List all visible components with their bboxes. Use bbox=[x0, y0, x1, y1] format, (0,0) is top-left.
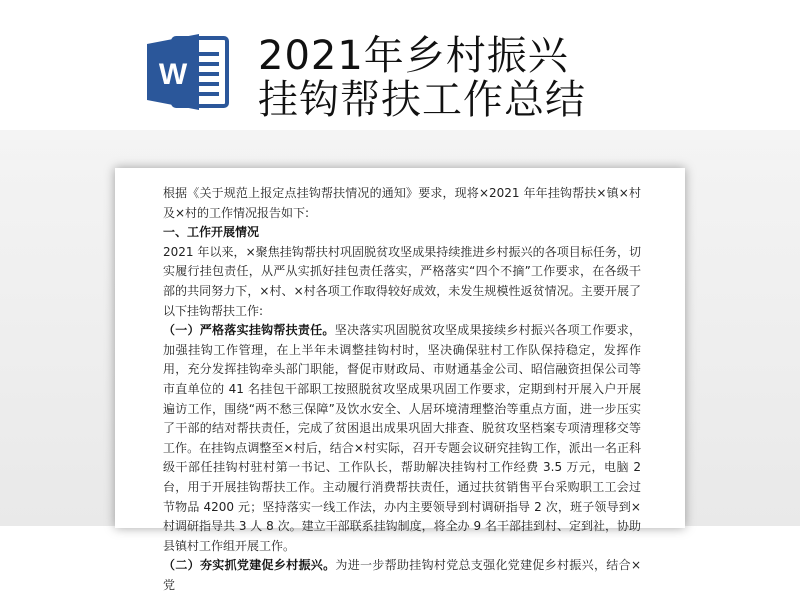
subsection-2 bbox=[163, 556, 641, 595]
section-heading: 一、工作开展情况 bbox=[163, 225, 260, 240]
word-icon-letter: W bbox=[158, 58, 188, 91]
subsection-1 bbox=[163, 321, 641, 556]
title-line-1: 2021年乡村振兴 bbox=[258, 33, 569, 79]
word-document-icon bbox=[145, 32, 230, 112]
document-content bbox=[163, 184, 641, 595]
title-line-2: 挂钩帮扶工作总结 bbox=[258, 77, 586, 123]
page-title bbox=[258, 34, 586, 122]
subsection-1-text: 坚决落实巩固脱贫攻坚成果接续乡村振兴各项工作要求，加强挂钩工作管理，在上半年未调整挂钩村时，坚决确保驻村工作队保持稳定，发挥作用，充分发挥挂钩牵头部门职能，督促市财政局、市财通基金公司、昭信融资担保公司等市直单位的 41 名挂包干部职工按照脱贫攻坚成果巩固工作要求，定期到村开展入户开展遍访工作，围绕“两不愁三保障”及饮水安全、人居环境清理整治等重点方面，进一步压实了干部的结对帮扶责任，完成了贫困退出成果巩固大排查、脱贫攻坚档案专项清理移交等工作。在挂钩点调整至×村后，结合×村实际，召开专题会议研究挂钩工作，派出一名正科级干部任挂钩村驻村第一书记、工作队长，帮助解决挂钩村工作经费 3.5 万元，电脑 2 台，用于开展挂钩帮扶工作。主动履行消费帮扶责任，通过扶贫销售平台采购职工工会过节物品 4200 元；坚持落实一线工作法，办内主要领导到村调研指导 2 次，班子领导到×村调研指导共 3 人 8 次。建立干部联系挂钩制度，将全办 9 名干部挂到村、定到社，协助县镇村工作组开展工作。 bbox=[163, 323, 641, 553]
subsection-1-title: （一）严格落实挂钩帮扶责任。 bbox=[163, 323, 335, 338]
document-page bbox=[115, 168, 685, 592]
subsection-2-title: （二）夯实抓党建促乡村振兴。 bbox=[163, 558, 336, 573]
body-paragraph: 2021 年以来，×聚焦挂钩帮扶村巩固脱贫攻坚成果持续推进乡村振兴的各项目标任务，切实履行挂包责任，从严从实抓好挂包责任落实，严格落实“四个不摘”工作要求，在各级干部的共同努力下，×村、×村各项工作取得较好成效，未发生规模性返贫情况。主要开展了以下挂钩帮扶工作: bbox=[163, 244, 641, 318]
subsection-2-text: 为进一步帮助挂钩村党总支强化党建促乡村振兴，结合×党 bbox=[163, 558, 641, 592]
intro-paragraph: 根据《关于规范上报定点挂钩帮扶情况的通知》要求，现将×2021 年年挂钩帮扶×镇×村及×村的工作情况报告如下: bbox=[163, 186, 641, 220]
